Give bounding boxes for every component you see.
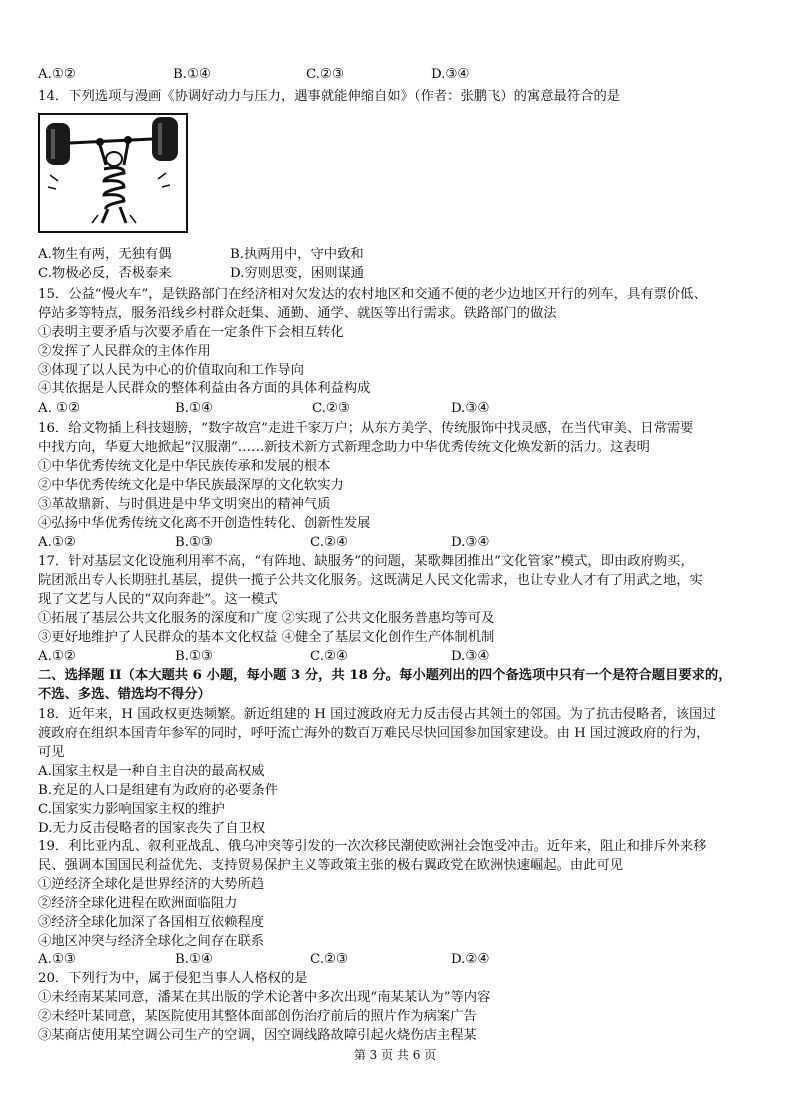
q19-item-1: ①逆经济全球化是世界经济的大势所趋: [38, 877, 265, 892]
cartoon-image: [38, 113, 188, 233]
q20-item-2: ②未经叶某同意，某医院使用其整体面部创伤治疗前后的照片作为病案广告: [38, 1009, 477, 1024]
page-number-footer: 第 3 页 共 6 页: [353, 1048, 437, 1062]
q17-options: [38, 648, 758, 666]
q18-option-a: A.国家主权是一种自主自决的最高权威: [38, 764, 265, 779]
q15-options: [38, 400, 758, 418]
q17-stem-line-1: 17．针对基层文化设施利用率不高，“有阵地、缺服务”的问题，某歌舞团推出“文化管家”模式，即由政府购买，: [38, 554, 694, 569]
section-2-heading-line-2: 不选、多选、错选均不得分）: [38, 687, 211, 702]
q17-items-row-1: ①拓展了基层公共文化服务的深度和广度 ②实现了公共文化服务普惠均等可及: [38, 611, 495, 626]
q20-stem: 20．下列行为中，属于侵犯当事人人格权的是: [38, 971, 308, 986]
q14-stem: 14．下列选项与漫画《协调好动力与压力，遇事就能伸缩自如》（作者：张鹏飞）的寓意最符合的是: [38, 89, 621, 104]
q19-stem-line-1: 19．利比亚内乱、叙利亚战乱、俄乌冲突等引发的一次次移民潮使欧洲社会饱受冲击。近年来，阻止和排斥外来移: [38, 839, 707, 854]
q14-option-b: B.执两用中，守中致和: [230, 247, 364, 262]
q17-option-a: A.①②: [38, 649, 76, 664]
cartoon-weightlifter-spring-illustration: [40, 115, 186, 231]
q16-stem-line-2: 中找方向，华夏大地掀起“汉服潮”……新技术新方式新理念助力中华优秀传统文化焕发新的活力。这表明: [38, 440, 650, 455]
q19-option-b: B.①④: [175, 952, 213, 967]
q18-option-b: B.充足的人口是组建有为政府的必要条件: [38, 783, 279, 798]
q19-options: [38, 951, 758, 969]
q18-option-d: D.无力反击侵略者的国家丧失了自卫权: [38, 821, 266, 836]
q19-option-d: D.②④: [451, 952, 490, 967]
q17-stem-line-3: 现了文艺与人民的“双向奔赴”。这一模式: [38, 592, 278, 607]
q15-option-d: D.③④: [451, 401, 490, 416]
q17-option-c: C.②④: [310, 649, 348, 664]
q19-stem-line-2: 民、强调本国国民利益优先、支持贸易保护主义等政策主张的极右翼政党在欧洲快速崛起。由此可见: [38, 858, 624, 873]
q14-option-d: D.穷则思变，困则谋通: [230, 266, 365, 281]
q14-option-c: C.物极必反，否极泰来: [38, 266, 172, 281]
q13-option-c: C.②③: [306, 67, 344, 82]
q14-options-row-2: [38, 265, 758, 283]
q16-option-b: B.①③: [175, 535, 213, 550]
q15-option-a: A. ①②: [38, 401, 80, 416]
q15-item-3: ③体现了以人民为中心的价值取向和工作导向: [38, 363, 304, 378]
q16-option-d: D.③④: [451, 535, 490, 550]
q15-stem-line-1: 15．公益“慢火车”，是铁路部门在经济相对欠发达的农村地区和交通不便的老少边地区开行的列车，具有票价低、: [38, 287, 707, 302]
q18-option-c: C.国家实力影响国家主权的维护: [38, 802, 225, 817]
q15-option-b: B.①④: [175, 401, 213, 416]
q19-option-a: A.①③: [38, 952, 76, 967]
q16-option-a: A.①②: [38, 535, 76, 550]
q17-items-row-2: ③更好地维护了人民群众的基本文化权益 ④健全了基层文化创作生产体制机制: [38, 630, 495, 645]
q16-item-1: ①中华优秀传统文化是中华民族传承和发展的根本: [38, 459, 331, 474]
q16-item-4: ④弘扬中华优秀传统文化离不开创造性转化、创新性发展: [38, 516, 371, 531]
q16-stem-line-1: 16．给文物插上科技翅膀，“数字故宫”走进千家万户；从东方美学、传统服饰中找灵感，在当代审美、日常需要: [38, 421, 694, 436]
q17-option-d: D.③④: [451, 649, 490, 664]
section-2-heading-line-1: 二、选择题 II（本大题共 6 小题，每小题 3 分，共 18 分。每小题列出的四个备选项中只有一个是符合题目要求的，: [38, 668, 732, 683]
q13-options: [38, 66, 758, 84]
q13-option-b: B.①④: [173, 67, 211, 82]
q15-item-1: ①表明主要矛盾与次要矛盾在一定条件下会相互转化: [38, 325, 344, 340]
q14-options-row-1: [38, 246, 758, 264]
q20-item-1: ①未经南某某同意，潘某在其出版的学术论著中多次出现“南某某认为”等内容: [38, 990, 491, 1005]
q15-stem-line-2: 停站多等特点，服务沿线乡村群众赶集、通勤、通学、就医等出行需求。铁路部门的做法: [38, 306, 557, 321]
q17-stem-line-2: 院团派出专人长期驻扎基层，提供一揽子公共文化服务。这既满足人民文化需求，也让专业人才有了用武之地，实: [38, 573, 703, 588]
q19-option-c: C.②③: [310, 952, 348, 967]
q16-item-3: ③革故鼎新、与时俱进是中华文明突出的精神气质: [38, 497, 331, 512]
q18-stem-line-1: 18．近年来，H 国政权更迭频繁。新近组建的 H 国过渡政府无力反击侵占其领土的邻国。为了抗击侵略者，该国过: [38, 707, 716, 722]
q19-item-2: ②经济全球化进程在欧洲面临阻力: [38, 896, 238, 911]
q20-item-3: ③某商店使用某空调公司生产的空调，因空调线路故障引起火烧伤店主程某: [38, 1028, 477, 1043]
q13-option-d: D.③④: [431, 67, 470, 82]
q15-item-2: ②发挥了人民群众的主体作用: [38, 344, 211, 359]
q18-stem-line-2: 渡政府在组织本国青年参军的同时，呼吁流亡海外的数百万难民尽快回国参加国家建设。由 H 国过渡政府的行为，: [38, 726, 710, 741]
q15-option-c: C.②③: [312, 401, 350, 416]
q15-item-4: ④其依据是人民群众的整体利益由各方面的具体利益构成: [38, 381, 371, 396]
q17-option-b: B.①③: [175, 649, 213, 664]
q16-option-c: C.②④: [310, 535, 348, 550]
q13-option-a: A.①②: [38, 67, 76, 82]
q14-option-a: A.物生有两，无独有偶: [38, 247, 172, 262]
q16-item-2: ②中华优秀传统文化是中华民族最深厚的文化软实力: [38, 478, 344, 493]
q16-options: [38, 534, 758, 552]
q18-stem-line-3: 可见: [38, 745, 65, 760]
q19-item-4: ④地区冲突与经济全球化之间存在联系: [38, 934, 265, 949]
q19-item-3: ③经济全球化加深了各国相互依赖程度: [38, 915, 265, 930]
